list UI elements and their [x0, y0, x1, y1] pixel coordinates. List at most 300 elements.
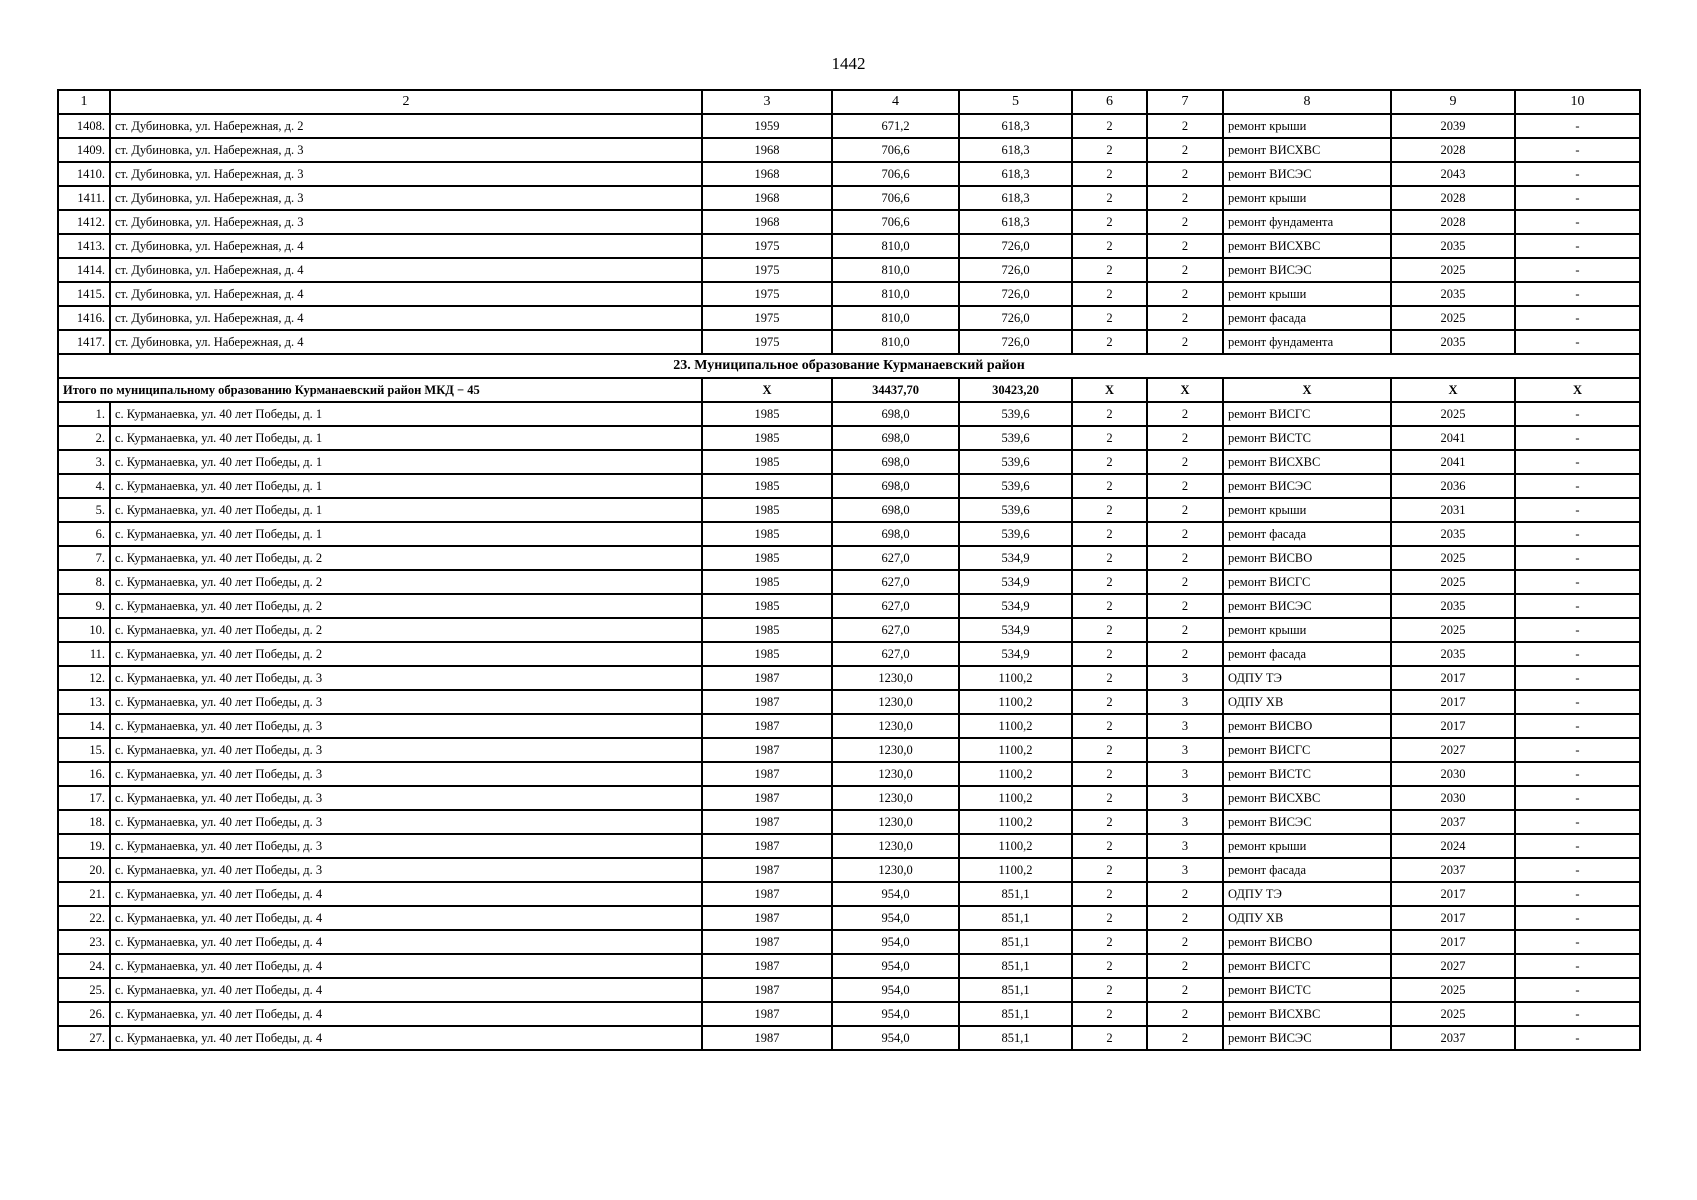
work-type-cell: ремонт ВИСХВС	[1223, 1002, 1391, 1026]
col-10-value-cell: -	[1515, 114, 1640, 138]
page-number: 1442	[831, 54, 866, 73]
col-10-value-cell: -	[1515, 210, 1640, 234]
year-built-cell: 1987	[702, 1002, 832, 1026]
col-6-value-cell: 2	[1072, 162, 1147, 186]
address-cell: с. Курманаевка, ул. 40 лет Победы, д. 2	[110, 546, 702, 570]
total-area-cell: 810,0	[832, 306, 959, 330]
row-number-cell: 18.	[58, 810, 110, 834]
work-type-cell: ОДПУ ХВ	[1223, 690, 1391, 714]
total-area-cell: 1230,0	[832, 690, 959, 714]
address-cell: с. Курманаевка, ул. 40 лет Победы, д. 4	[110, 1002, 702, 1026]
year-built-cell: 1975	[702, 306, 832, 330]
col-6-value-cell: 2	[1072, 1026, 1147, 1050]
col-10-value-cell: -	[1515, 402, 1640, 426]
address-cell: с. Курманаевка, ул. 40 лет Победы, д. 4	[110, 954, 702, 978]
work-type-cell: ремонт фасада	[1223, 306, 1391, 330]
total-area-cell: 706,6	[832, 186, 959, 210]
table-row	[58, 690, 1640, 714]
col-6-value-cell: 2	[1072, 666, 1147, 690]
table-row	[58, 618, 1640, 642]
col-10-value-cell: -	[1515, 162, 1640, 186]
total-area-cell: 698,0	[832, 402, 959, 426]
col-7-value-cell: 2	[1147, 210, 1223, 234]
year-built-cell: 1985	[702, 402, 832, 426]
col-7-value-cell: 3	[1147, 786, 1223, 810]
planned-year-cell: 2037	[1391, 858, 1515, 882]
col-10-value-cell: -	[1515, 570, 1640, 594]
residential-area-cell: 851,1	[959, 978, 1072, 1002]
residential-area-cell: 1100,2	[959, 690, 1072, 714]
col-7-value-cell: 3	[1147, 690, 1223, 714]
total-area-cell: 954,0	[832, 930, 959, 954]
table-row	[58, 186, 1640, 210]
total-residential-area-cell: 30423,20	[959, 378, 1072, 402]
residential-area-cell: 851,1	[959, 1002, 1072, 1026]
year-built-cell: 1975	[702, 330, 832, 354]
residential-area-cell: 618,3	[959, 114, 1072, 138]
col-6-value-cell: 2	[1072, 738, 1147, 762]
total-label-cell: Итого по муниципальному образованию Курманаевский район МКД − 45	[58, 378, 702, 402]
address-cell: с. Курманаевка, ул. 40 лет Победы, д. 3	[110, 786, 702, 810]
residential-area-cell: 534,9	[959, 594, 1072, 618]
col-7-value-cell: 2	[1147, 258, 1223, 282]
work-type-cell: ОДПУ ТЭ	[1223, 882, 1391, 906]
planned-year-cell: 2025	[1391, 306, 1515, 330]
col-7-value-cell: 2	[1147, 642, 1223, 666]
residential-area-cell: 1100,2	[959, 666, 1072, 690]
row-number-cell: 17.	[58, 786, 110, 810]
col-6-value-cell: 2	[1072, 282, 1147, 306]
col-6-value-cell: 2	[1072, 402, 1147, 426]
residential-area-cell: 618,3	[959, 162, 1072, 186]
year-built-cell: 1985	[702, 426, 832, 450]
residential-area-cell: 1100,2	[959, 858, 1072, 882]
work-type-cell: ремонт крыши	[1223, 186, 1391, 210]
table-row	[58, 762, 1640, 786]
planned-year-cell: 2035	[1391, 594, 1515, 618]
row-number-cell: 26.	[58, 1002, 110, 1026]
year-built-cell: 1968	[702, 162, 832, 186]
repair-schedule-table	[57, 89, 1641, 1051]
work-type-cell: ремонт фасада	[1223, 522, 1391, 546]
col-6-value-cell: 2	[1072, 234, 1147, 258]
col-10-value-cell: -	[1515, 330, 1640, 354]
col-6-value-cell: 2	[1072, 114, 1147, 138]
work-type-cell: ремонт ВИСГС	[1223, 570, 1391, 594]
address-cell: с. Курманаевка, ул. 40 лет Победы, д. 4	[110, 882, 702, 906]
residential-area-cell: 534,9	[959, 618, 1072, 642]
table-row	[58, 594, 1640, 618]
column-header: 7	[1147, 90, 1223, 114]
col-7-value-cell: 2	[1147, 522, 1223, 546]
row-number-cell: 24.	[58, 954, 110, 978]
col-7-value-cell: 2	[1147, 882, 1223, 906]
table-row	[58, 570, 1640, 594]
planned-year-cell: 2031	[1391, 498, 1515, 522]
year-built-cell: 1987	[702, 762, 832, 786]
work-type-cell: ремонт ВИСГС	[1223, 402, 1391, 426]
col-10-value-cell: -	[1515, 594, 1640, 618]
col-6-value-cell: 2	[1072, 546, 1147, 570]
year-built-cell: 1985	[702, 618, 832, 642]
row-number-cell: 1411.	[58, 186, 110, 210]
work-type-cell: ремонт фасада	[1223, 858, 1391, 882]
residential-area-cell: 726,0	[959, 282, 1072, 306]
table-row	[58, 738, 1640, 762]
address-cell: ст. Дубиновка, ул. Набережная, д. 4	[110, 330, 702, 354]
planned-year-cell: 2025	[1391, 978, 1515, 1002]
row-number-cell: 21.	[58, 882, 110, 906]
year-built-cell: 1985	[702, 498, 832, 522]
col-10-value-cell: -	[1515, 1002, 1640, 1026]
municipality-total-row	[58, 378, 1640, 402]
work-type-cell: ремонт ВИСГС	[1223, 954, 1391, 978]
planned-year-cell: 2017	[1391, 714, 1515, 738]
col-10-value-cell: -	[1515, 282, 1640, 306]
col-6-value-cell: 2	[1072, 906, 1147, 930]
planned-year-cell: 2028	[1391, 210, 1515, 234]
planned-year-cell: 2017	[1391, 906, 1515, 930]
total-area-cell: 698,0	[832, 474, 959, 498]
total-year-cell: Х	[702, 378, 832, 402]
year-built-cell: 1985	[702, 546, 832, 570]
total-area-cell: 1230,0	[832, 786, 959, 810]
row-number-cell: 19.	[58, 834, 110, 858]
col-10-value-cell: -	[1515, 810, 1640, 834]
table-row	[58, 786, 1640, 810]
col-10-value-cell: -	[1515, 258, 1640, 282]
col-10-value-cell: -	[1515, 786, 1640, 810]
row-number-cell: 1410.	[58, 162, 110, 186]
row-number-cell: 22.	[58, 906, 110, 930]
year-built-cell: 1987	[702, 954, 832, 978]
table-row	[58, 930, 1640, 954]
residential-area-cell: 1100,2	[959, 834, 1072, 858]
col-7-value-cell: 2	[1147, 114, 1223, 138]
total-area-cell: 698,0	[832, 498, 959, 522]
table-row	[58, 1002, 1640, 1026]
table-row	[58, 426, 1640, 450]
row-number-cell: 9.	[58, 594, 110, 618]
total-area-cell: 627,0	[832, 570, 959, 594]
address-cell: с. Курманаевка, ул. 40 лет Победы, д. 2	[110, 642, 702, 666]
year-built-cell: 1959	[702, 114, 832, 138]
planned-year-cell: 2035	[1391, 330, 1515, 354]
planned-year-cell: 2017	[1391, 882, 1515, 906]
year-built-cell: 1975	[702, 282, 832, 306]
table-row	[58, 210, 1640, 234]
table-row	[58, 306, 1640, 330]
work-type-cell: ремонт ВИСХВС	[1223, 234, 1391, 258]
col-10-value-cell: -	[1515, 954, 1640, 978]
residential-area-cell: 539,6	[959, 522, 1072, 546]
address-cell: с. Курманаевка, ул. 40 лет Победы, д. 1	[110, 474, 702, 498]
residential-area-cell: 539,6	[959, 426, 1072, 450]
row-number-cell: 4.	[58, 474, 110, 498]
address-cell: с. Курманаевка, ул. 40 лет Победы, д. 1	[110, 498, 702, 522]
planned-year-cell: 2037	[1391, 810, 1515, 834]
table-row	[58, 810, 1640, 834]
year-built-cell: 1987	[702, 690, 832, 714]
row-number-cell: 27.	[58, 1026, 110, 1050]
planned-year-cell: 2035	[1391, 282, 1515, 306]
residential-area-cell: 534,9	[959, 546, 1072, 570]
col-6-value-cell: 2	[1072, 954, 1147, 978]
table-row	[58, 522, 1640, 546]
col-6-value-cell: 2	[1072, 810, 1147, 834]
planned-year-cell: 2017	[1391, 690, 1515, 714]
section-title-row	[58, 354, 1640, 378]
row-number-cell: 5.	[58, 498, 110, 522]
residential-area-cell: 726,0	[959, 306, 1072, 330]
col-7-value-cell: 2	[1147, 426, 1223, 450]
column-header: 1	[58, 90, 110, 114]
planned-year-cell: 2017	[1391, 666, 1515, 690]
column-header: 3	[702, 90, 832, 114]
table-row	[58, 882, 1640, 906]
residential-area-cell: 726,0	[959, 330, 1072, 354]
col-6-value-cell: 2	[1072, 210, 1147, 234]
address-cell: с. Курманаевка, ул. 40 лет Победы, д. 2	[110, 594, 702, 618]
work-type-cell: ОДПУ ХВ	[1223, 906, 1391, 930]
work-type-cell: ремонт ВИСЭС	[1223, 258, 1391, 282]
row-number-cell: 7.	[58, 546, 110, 570]
year-built-cell: 1987	[702, 666, 832, 690]
table-row	[58, 954, 1640, 978]
planned-year-cell: 2025	[1391, 618, 1515, 642]
year-built-cell: 1987	[702, 882, 832, 906]
planned-year-cell: 2039	[1391, 114, 1515, 138]
year-built-cell: 1968	[702, 138, 832, 162]
work-type-cell: ремонт ВИСВО	[1223, 546, 1391, 570]
col-7-value-cell: 2	[1147, 618, 1223, 642]
total-area-cell: 627,0	[832, 618, 959, 642]
table-row	[58, 138, 1640, 162]
table-row	[58, 474, 1640, 498]
work-type-cell: ОДПУ ТЭ	[1223, 666, 1391, 690]
address-cell: с. Курманаевка, ул. 40 лет Победы, д. 3	[110, 666, 702, 690]
address-cell: с. Курманаевка, ул. 40 лет Победы, д. 1	[110, 426, 702, 450]
year-built-cell: 1975	[702, 258, 832, 282]
residential-area-cell: 1100,2	[959, 762, 1072, 786]
col-6-value-cell: 2	[1072, 186, 1147, 210]
year-built-cell: 1987	[702, 786, 832, 810]
total-area-cell: 954,0	[832, 1026, 959, 1050]
residential-area-cell: 618,3	[959, 186, 1072, 210]
column-header: 10	[1515, 90, 1640, 114]
work-type-cell: ремонт ВИСЭС	[1223, 594, 1391, 618]
col-7-value-cell: 3	[1147, 858, 1223, 882]
col-7-value-cell: 2	[1147, 930, 1223, 954]
total-area-cell: 810,0	[832, 330, 959, 354]
total-col-6-cell: Х	[1072, 378, 1147, 402]
residential-area-cell: 539,6	[959, 450, 1072, 474]
col-6-value-cell: 2	[1072, 714, 1147, 738]
residential-area-cell: 618,3	[959, 210, 1072, 234]
col-10-value-cell: -	[1515, 762, 1640, 786]
total-area-cell: 954,0	[832, 882, 959, 906]
planned-year-cell: 2030	[1391, 786, 1515, 810]
residential-area-cell: 539,6	[959, 474, 1072, 498]
planned-year-cell: 2027	[1391, 954, 1515, 978]
row-number-cell: 1412.	[58, 210, 110, 234]
col-10-value-cell: -	[1515, 906, 1640, 930]
planned-year-cell: 2041	[1391, 450, 1515, 474]
row-number-cell: 1414.	[58, 258, 110, 282]
col-7-value-cell: 2	[1147, 1002, 1223, 1026]
col-7-value-cell: 3	[1147, 810, 1223, 834]
planned-year-cell: 2030	[1391, 762, 1515, 786]
column-header: 9	[1391, 90, 1515, 114]
year-built-cell: 1985	[702, 642, 832, 666]
planned-year-cell: 2035	[1391, 522, 1515, 546]
col-6-value-cell: 2	[1072, 858, 1147, 882]
total-area-cell: 954,0	[832, 978, 959, 1002]
residential-area-cell: 851,1	[959, 882, 1072, 906]
row-number-cell: 20.	[58, 858, 110, 882]
work-type-cell: ремонт крыши	[1223, 834, 1391, 858]
table-row	[58, 498, 1640, 522]
row-number-cell: 1409.	[58, 138, 110, 162]
address-cell: ст. Дубиновка, ул. Набережная, д. 2	[110, 114, 702, 138]
address-cell: ст. Дубиновка, ул. Набережная, д. 3	[110, 210, 702, 234]
col-7-value-cell: 2	[1147, 1026, 1223, 1050]
col-10-value-cell: -	[1515, 306, 1640, 330]
address-cell: с. Курманаевка, ул. 40 лет Победы, д. 4	[110, 906, 702, 930]
total-work-type-cell: Х	[1223, 378, 1391, 402]
work-type-cell: ремонт ВИСВО	[1223, 714, 1391, 738]
total-area-cell: 1230,0	[832, 714, 959, 738]
col-6-value-cell: 2	[1072, 426, 1147, 450]
table-row	[58, 258, 1640, 282]
table-row	[58, 282, 1640, 306]
work-type-cell: ремонт ВИСТС	[1223, 978, 1391, 1002]
column-header: 8	[1223, 90, 1391, 114]
row-number-cell: 1417.	[58, 330, 110, 354]
row-number-cell: 25.	[58, 978, 110, 1002]
work-type-cell: ремонт фасада	[1223, 642, 1391, 666]
address-cell: с. Курманаевка, ул. 40 лет Победы, д. 3	[110, 762, 702, 786]
residential-area-cell: 851,1	[959, 906, 1072, 930]
address-cell: ст. Дубиновка, ул. Набережная, д. 4	[110, 282, 702, 306]
year-built-cell: 1985	[702, 522, 832, 546]
planned-year-cell: 2025	[1391, 1002, 1515, 1026]
col-6-value-cell: 2	[1072, 498, 1147, 522]
table-row	[58, 834, 1640, 858]
col-6-value-cell: 2	[1072, 570, 1147, 594]
table-row	[58, 714, 1640, 738]
residential-area-cell: 726,0	[959, 234, 1072, 258]
address-cell: с. Курманаевка, ул. 40 лет Победы, д. 2	[110, 618, 702, 642]
col-10-value-cell: -	[1515, 690, 1640, 714]
total-area-cell: 1230,0	[832, 810, 959, 834]
residential-area-cell: 726,0	[959, 258, 1072, 282]
col-6-value-cell: 2	[1072, 978, 1147, 1002]
year-built-cell: 1985	[702, 594, 832, 618]
col-7-value-cell: 3	[1147, 714, 1223, 738]
table-row	[58, 330, 1640, 354]
table-row	[58, 234, 1640, 258]
row-number-cell: 1416.	[58, 306, 110, 330]
year-built-cell: 1985	[702, 474, 832, 498]
col-6-value-cell: 2	[1072, 618, 1147, 642]
address-cell: с. Курманаевка, ул. 40 лет Победы, д. 3	[110, 810, 702, 834]
planned-year-cell: 2025	[1391, 258, 1515, 282]
col-10-value-cell: -	[1515, 618, 1640, 642]
col-7-value-cell: 3	[1147, 666, 1223, 690]
residential-area-cell: 618,3	[959, 138, 1072, 162]
col-10-value-cell: -	[1515, 426, 1640, 450]
col-7-value-cell: 2	[1147, 138, 1223, 162]
total-area-cell: 34437,70	[832, 378, 959, 402]
col-7-value-cell: 2	[1147, 306, 1223, 330]
address-cell: ст. Дубиновка, ул. Набережная, д. 3	[110, 186, 702, 210]
planned-year-cell: 2036	[1391, 474, 1515, 498]
row-number-cell: 14.	[58, 714, 110, 738]
year-built-cell: 1987	[702, 978, 832, 1002]
col-7-value-cell: 2	[1147, 570, 1223, 594]
row-number-cell: 1413.	[58, 234, 110, 258]
year-built-cell: 1987	[702, 858, 832, 882]
residential-area-cell: 539,6	[959, 498, 1072, 522]
planned-year-cell: 2035	[1391, 234, 1515, 258]
col-6-value-cell: 2	[1072, 306, 1147, 330]
section-title: 23. Муниципальное образование Курманаевский район	[58, 354, 1640, 378]
col-10-value-cell: -	[1515, 882, 1640, 906]
planned-year-cell: 2035	[1391, 642, 1515, 666]
col-7-value-cell: 2	[1147, 282, 1223, 306]
table-body	[58, 90, 1640, 1050]
total-area-cell: 1230,0	[832, 858, 959, 882]
col-7-value-cell: 2	[1147, 162, 1223, 186]
row-number-cell: 2.	[58, 426, 110, 450]
address-cell: с. Курманаевка, ул. 40 лет Победы, д. 1	[110, 450, 702, 474]
col-7-value-cell: 2	[1147, 450, 1223, 474]
col-6-value-cell: 2	[1072, 762, 1147, 786]
planned-year-cell: 2025	[1391, 402, 1515, 426]
address-cell: с. Курманаевка, ул. 40 лет Победы, д. 4	[110, 930, 702, 954]
row-number-cell: 12.	[58, 666, 110, 690]
planned-year-cell: 2025	[1391, 570, 1515, 594]
col-6-value-cell: 2	[1072, 786, 1147, 810]
col-10-value-cell: -	[1515, 858, 1640, 882]
column-number-header-row	[58, 90, 1640, 114]
planned-year-cell: 2024	[1391, 834, 1515, 858]
address-cell: с. Курманаевка, ул. 40 лет Победы, д. 3	[110, 738, 702, 762]
col-7-value-cell: 2	[1147, 234, 1223, 258]
total-area-cell: 954,0	[832, 906, 959, 930]
col-7-value-cell: 3	[1147, 762, 1223, 786]
address-cell: с. Курманаевка, ул. 40 лет Победы, д. 1	[110, 522, 702, 546]
work-type-cell: ремонт ВИСЭС	[1223, 1026, 1391, 1050]
col-6-value-cell: 2	[1072, 882, 1147, 906]
planned-year-cell: 2043	[1391, 162, 1515, 186]
year-built-cell: 1987	[702, 1026, 832, 1050]
total-area-cell: 954,0	[832, 954, 959, 978]
col-10-value-cell: -	[1515, 138, 1640, 162]
table-row	[58, 1026, 1640, 1050]
address-cell: с. Курманаевка, ул. 40 лет Победы, д. 3	[110, 714, 702, 738]
col-7-value-cell: 2	[1147, 186, 1223, 210]
total-area-cell: 706,6	[832, 162, 959, 186]
work-type-cell: ремонт ВИСХВС	[1223, 138, 1391, 162]
work-type-cell: ремонт ВИСХВС	[1223, 786, 1391, 810]
col-6-value-cell: 2	[1072, 642, 1147, 666]
work-type-cell: ремонт ВИСХВС	[1223, 450, 1391, 474]
table-row	[58, 114, 1640, 138]
planned-year-cell: 2028	[1391, 186, 1515, 210]
row-number-cell: 23.	[58, 930, 110, 954]
